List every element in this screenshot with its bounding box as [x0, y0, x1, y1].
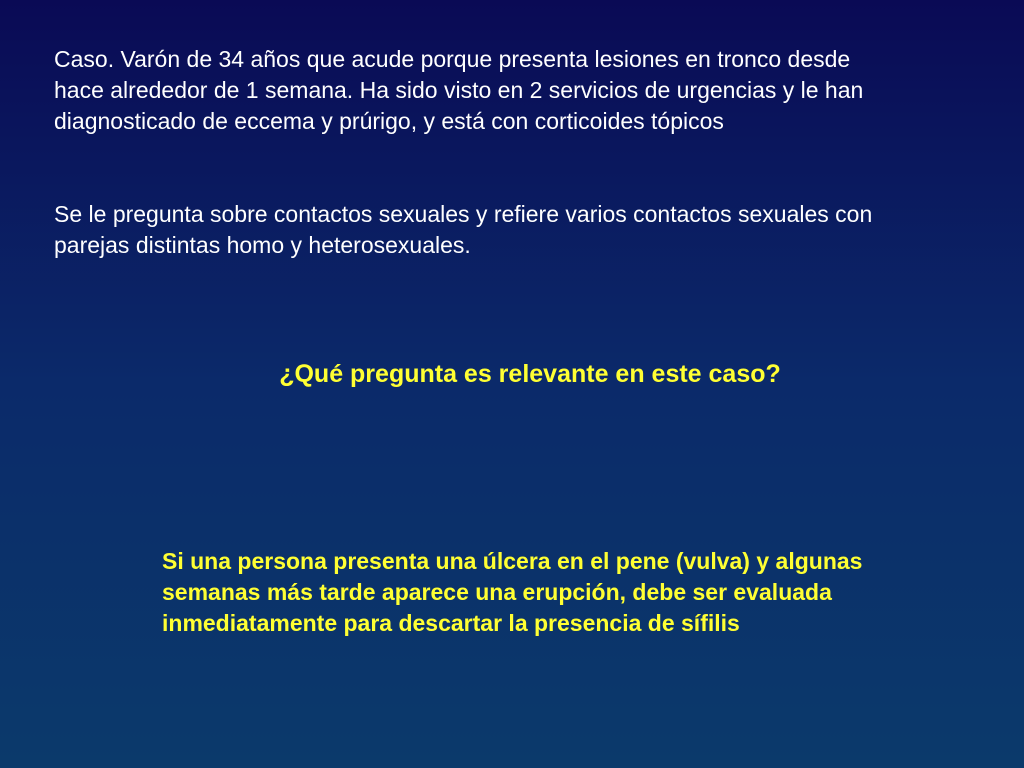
sexual-contacts-description: Se le pregunta sobre contactos sexuales y refiere varios contactos sexuales con parejas distintas homo y heterosexuales. — [54, 201, 873, 258]
case-description: Caso. Varón de 34 años que acude porque presenta lesiones en tronco desde hace alrededor de 1 semana. Ha sido visto en 2 servicios de urgencias y le han diagnosticado de eccema y prúrigo, y está con corticoides tópicos — [54, 46, 864, 134]
relevant-question-heading: ¿Qué pregunta es relevante en este caso? — [279, 360, 781, 388]
syphilis-answer: Si una persona presenta una úlcera en el pene (vulva) y algunas semanas más tarde aparece una erupción, debe ser evaluada inmediatamente para descartar la presencia de sífilis — [162, 548, 863, 636]
